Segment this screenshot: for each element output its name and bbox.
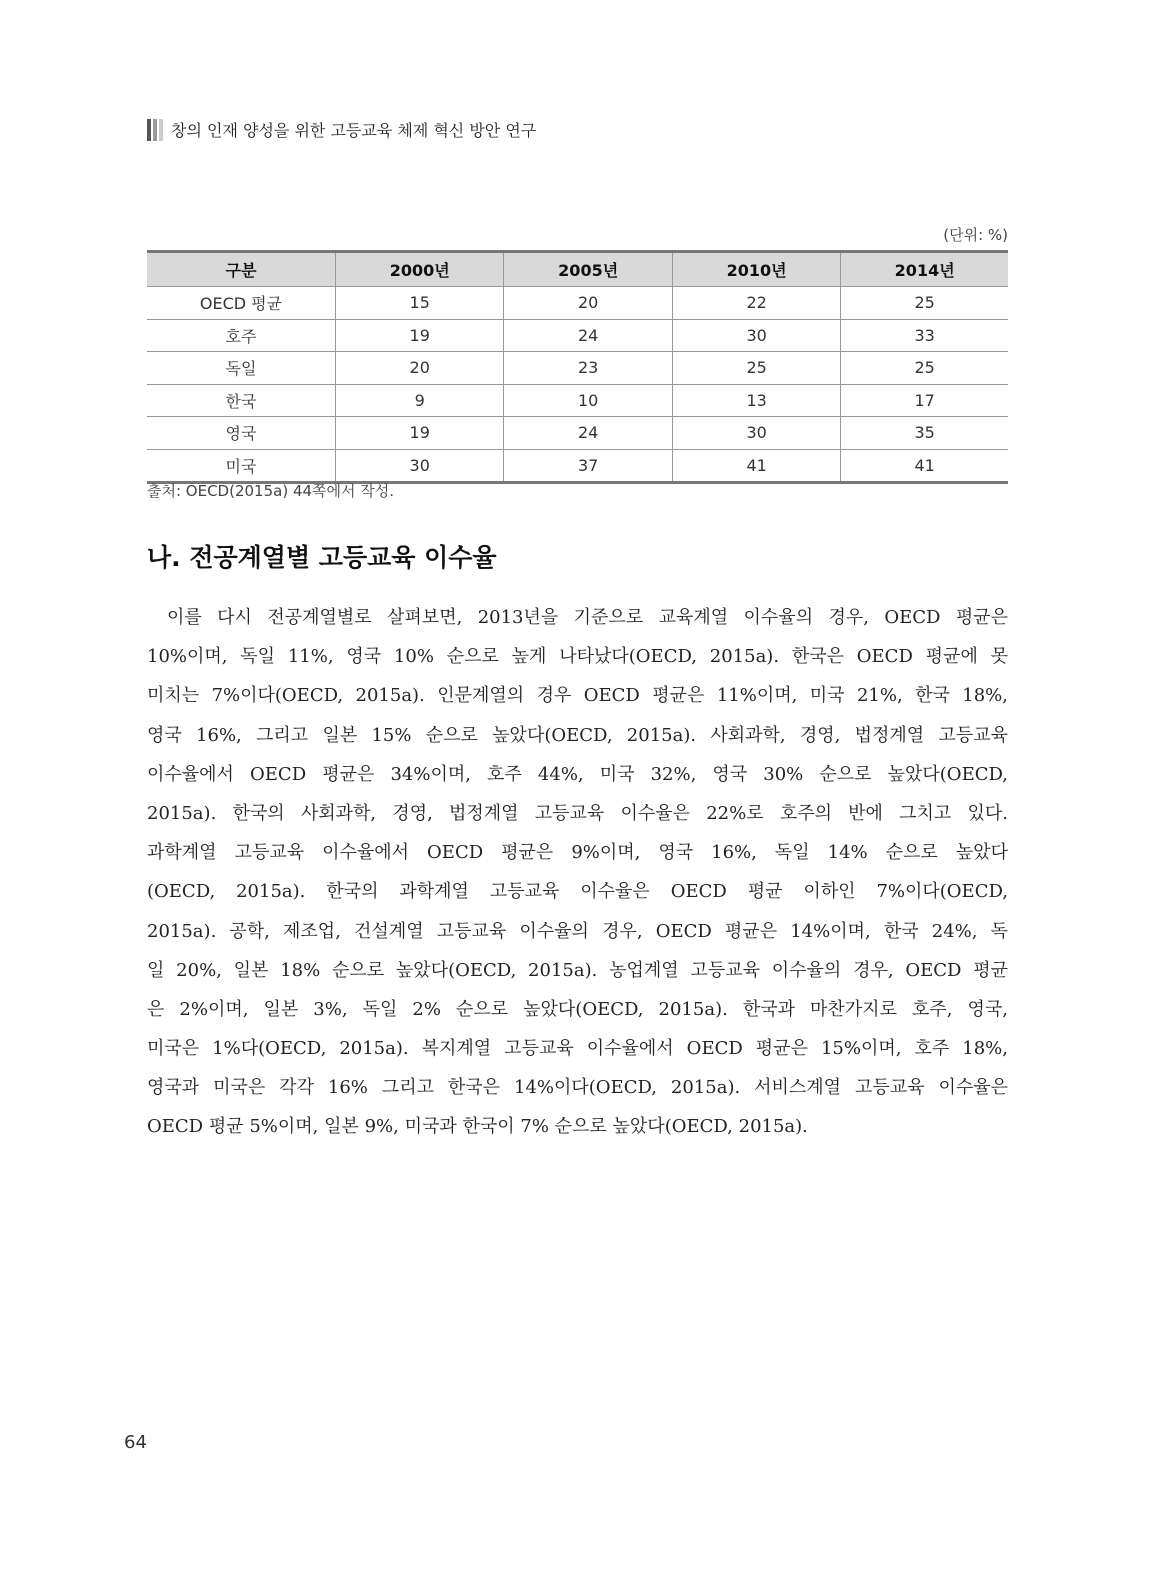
paragraph-line: 은 2%이며, 일본 3%, 독일 2% 순으로 높았다(OECD, 2015a). 한국과 마찬가지로 호주, 영국,	[147, 998, 1008, 1020]
completion-rate-table	[147, 250, 1008, 484]
paragraph-line: 이를 다시 전공계열별로 살펴보면, 2013년을 기준으로 교육계열 이수율의 경우, OECD 평균은	[167, 607, 1008, 628]
paragraph-line: 영국 16%, 그리고 일본 15% 순으로 높았다(OECD, 2015a). 사회과학, 경영, 법정계열 고등교육	[147, 724, 1008, 746]
table-cell: 17	[841, 384, 1008, 417]
paragraph-line: 일 20%, 일본 18% 순으로 높았다(OECD, 2015a). 농업계열 고등교육 이수율의 경우, OECD 평균	[147, 959, 1008, 981]
paragraph-line: 10%이며, 독일 11%, 영국 10% 순으로 높게 나타났다(OECD, 2015a). 한국은 OECD 평균에 못	[147, 646, 1008, 668]
column-header: 구분	[147, 252, 336, 287]
table-cell: 13	[672, 384, 840, 417]
table-cell: 30	[672, 319, 840, 352]
table-cell: 23	[504, 352, 672, 385]
table-cell: 30	[672, 417, 840, 450]
paragraph-line: 미치는 7%이다(OECD, 2015a). 인문계열의 경우 OECD 평균은 11%이며, 미국 21%, 한국 18%,	[147, 685, 1008, 707]
running-header	[147, 118, 536, 141]
row-label: 독일	[147, 352, 336, 385]
paragraph-line: 이수율에서 OECD 평균은 34%이며, 호주 44%, 미국 32%, 영국 30% 순으로 높았다(OECD,	[147, 763, 1008, 785]
paragraph-line: 영국과 미국은 각각 16% 그리고 한국은 14%이다(OECD, 2015a). 서비스계열 고등교육 이수율은	[147, 1077, 1008, 1099]
table-header-row	[147, 252, 1008, 287]
table-cell: 10	[504, 384, 672, 417]
table-unit-label: (단위: %)	[943, 226, 1008, 244]
table-cell: 19	[336, 417, 504, 450]
column-header: 2000년	[336, 252, 504, 287]
table-cell: 25	[841, 352, 1008, 385]
row-label: 호주	[147, 319, 336, 352]
table-row	[147, 352, 1008, 385]
table-cell: 41	[841, 449, 1008, 483]
table-row	[147, 384, 1008, 417]
header-bars-decoration	[147, 119, 163, 141]
row-label: 한국	[147, 384, 336, 417]
column-header: 2014년	[841, 252, 1008, 287]
paragraph-line: 2015a). 한국의 사회과학, 경영, 법정계열 고등교육 이수율은 22%로 호주의 반에 그치고 있다.	[147, 802, 1008, 824]
body-paragraph	[147, 598, 1008, 1147]
table-row	[147, 287, 1008, 320]
table-cell: 33	[841, 319, 1008, 352]
table-cell: 37	[504, 449, 672, 483]
table-cell: 19	[336, 319, 504, 352]
paragraph-line: (OECD, 2015a). 한국의 과학계열 고등교육 이수율은 OECD 평균 이하인 7%이다(OECD,	[147, 881, 1008, 903]
paragraph-line: 미국은 1%다(OECD, 2015a). 복지계열 고등교육 이수율에서 OECD 평균은 15%이며, 호주 18%,	[147, 1038, 1008, 1060]
table-cell: 25	[672, 352, 840, 385]
running-title: 창의 인재 양성을 위한 고등교육 체제 혁신 방안 연구	[171, 121, 537, 140]
table-cell: 35	[841, 417, 1008, 450]
table-cell: 24	[504, 319, 672, 352]
table-source-note: 출처: OECD(2015a) 44쪽에서 작성.	[147, 482, 395, 500]
table-cell: 20	[336, 352, 504, 385]
row-label: OECD 평균	[147, 287, 336, 320]
table-cell: 41	[672, 449, 840, 483]
header-bar	[159, 119, 163, 141]
table-cell: 9	[336, 384, 504, 417]
table-row	[147, 417, 1008, 450]
header-bar	[153, 119, 157, 141]
paragraph-line: 2015a). 공학, 제조업, 건설계열 고등교육 이수율의 경우, OECD 평균은 14%이며, 한국 24%, 독	[147, 920, 1008, 942]
table-cell: 20	[504, 287, 672, 320]
table-cell: 30	[336, 449, 504, 483]
column-header: 2010년	[672, 252, 840, 287]
section-heading: 나. 전공계열별 고등교육 이수율	[147, 543, 497, 572]
table-cell: 25	[841, 287, 1008, 320]
table-row	[147, 319, 1008, 352]
row-label: 미국	[225, 456, 257, 476]
paragraph-line: 과학계열 고등교육 이수율에서 OECD 평균은 9%이며, 영국 16%, 독일 14% 순으로 높았다	[147, 842, 1008, 864]
table-cell: 22	[672, 287, 840, 320]
paragraph-line: OECD 평균 5%이며, 일본 9%, 미국과 한국이 7% 순으로 높았다(OECD, 2015a).	[147, 1116, 808, 1138]
header-bar	[147, 119, 151, 141]
table-cell: 15	[336, 287, 504, 320]
row-label: 영국	[147, 417, 336, 450]
table-cell: 24	[504, 417, 672, 450]
table-row	[147, 449, 1008, 483]
column-header: 2005년	[504, 252, 672, 287]
page-number: 64	[124, 1432, 147, 1453]
